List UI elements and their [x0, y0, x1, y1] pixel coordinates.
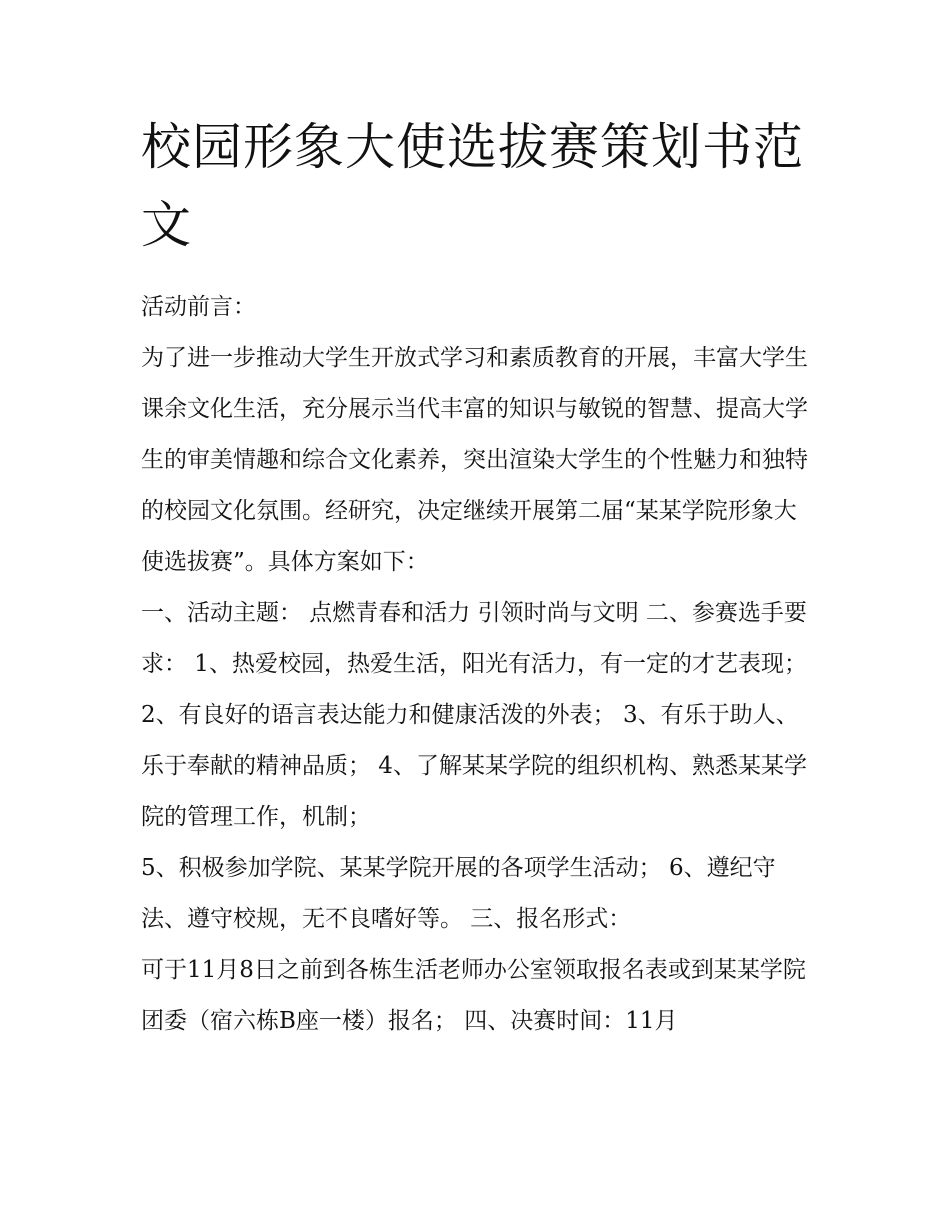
- document-title: 校园形象大使选拔赛策划书范文: [141, 118, 804, 254]
- paragraph-requirements-2-4: 2、有良好的语言表达能力和健康活泼的外表； 3、有乐于助人、乐于奉献的精神品质； 4、了解某某学院的组织机构、熟悉某某学院的管理工作，机制；: [141, 702, 807, 830]
- paragraph-requirements-5-6: 5、积极参加学院、某某学院开展的各项学生活动； 6、遵纪守法、遵守校规，无不良嗜好等。 三、报名形式：: [141, 855, 776, 932]
- paragraph-preface-body: 为了进一步推动大学生开放式学习和素质教育的开展，丰富大学生课余文化生活，充分展示当代丰富的知识与敏锐的智慧、提高大学生的审美情趣和综合文化素养，突出渲染大学生的个性魅力和独特的校园文化氛围。经研究，决定继续开展第二届“某某学院形象大使选拔赛”。具体方案如下：: [141, 345, 808, 575]
- paragraph-preface-heading: 活动前言：: [141, 294, 256, 320]
- paragraph-theme-requirements: 一、活动主题： 点燃青春和活力 引领时尚与文明 二、参赛选手要求： 1、热爱校园，热爱生活，阳光有活力，有一定的才艺表现；: [141, 600, 807, 677]
- paragraph-registration: 可于11月8日之前到各栋生活老师办公室领取报名表或到某某学院团委（宿六栋B座一楼）报名； 四、决赛时间：11月: [141, 957, 806, 1034]
- document-page: [141, 108, 813, 1047]
